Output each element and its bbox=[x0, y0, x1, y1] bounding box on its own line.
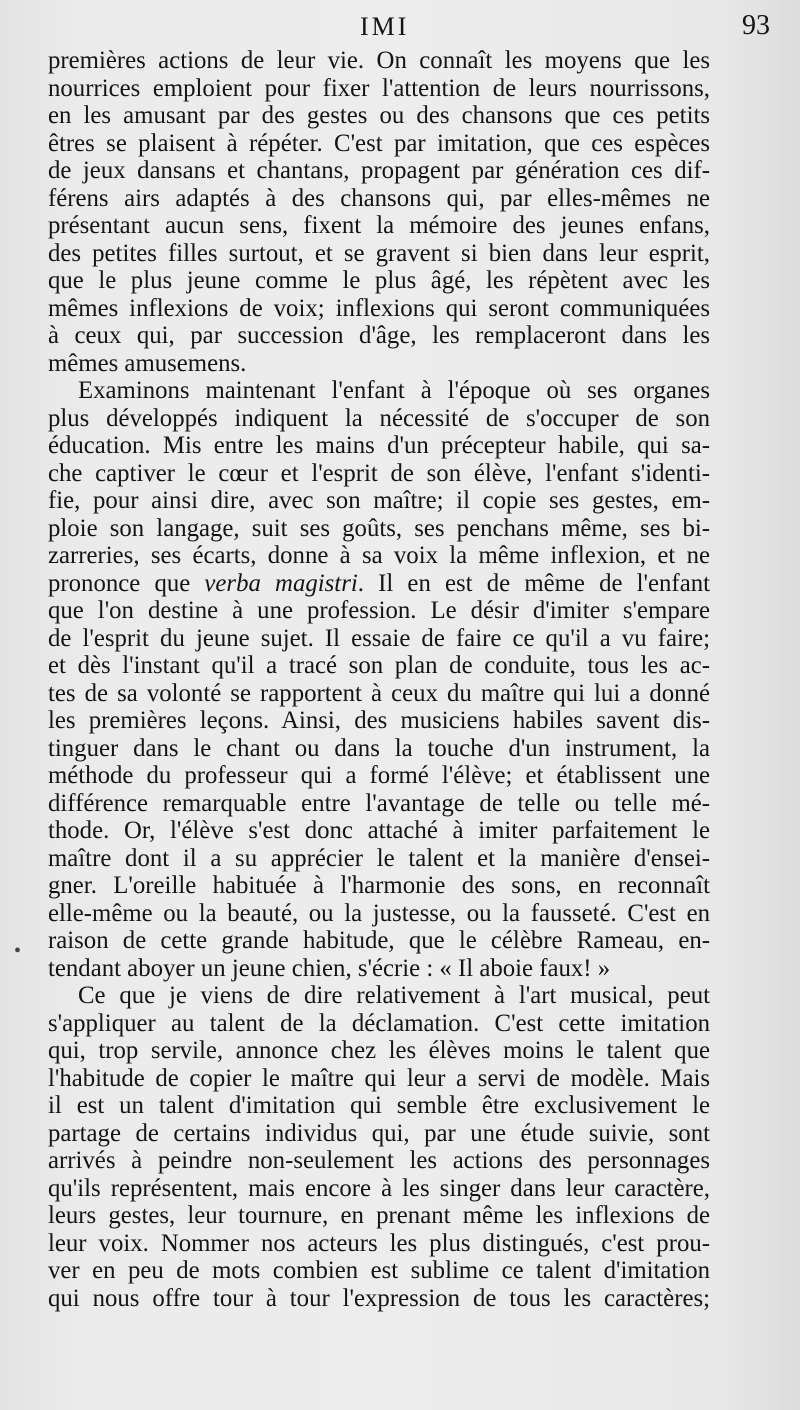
paragraph-2 bbox=[48, 377, 710, 982]
text-line: Ce que je viens de dire relativement à l'art musical, peut bbox=[78, 982, 710, 1009]
page-header bbox=[0, 10, 800, 50]
text-line: raison de cette grande habitude, que le célèbre Rameau, en- bbox=[48, 927, 710, 954]
text-line: leur voix. Nommer nos acteurs les plus distingués, c'est prou- bbox=[48, 1229, 710, 1257]
text-line: nourrices emploient pour fixer l'attention de leurs nourrissons, bbox=[48, 74, 710, 102]
text-line: ploie son langage, suit ses goûts, ses penchans même, ses bi- bbox=[48, 514, 710, 542]
text-line: tes de sa volonté se rapportent à ceux du maître qui lui a donné bbox=[48, 679, 710, 707]
text-line: premières actions de leur vie. On connaît les moyens que les bbox=[48, 47, 710, 74]
text-line: leurs gestes, leur tournure, en prenant même les inflexions de bbox=[48, 1202, 710, 1229]
margin-mark: • bbox=[14, 940, 22, 962]
text-line: de jeux dansans et chantans, propagent par génération ces dif- bbox=[48, 157, 710, 184]
text-line: gner. L'oreille habituée à l'harmonie des sons, en reconnaît bbox=[48, 872, 710, 899]
paragraph-1 bbox=[48, 47, 710, 377]
text-line-with-latin: prononce que verba magistri. Il en est de même de l'enfant bbox=[48, 569, 710, 597]
text-line: qui, trop servile, annonce chez les élèves moins le talent que bbox=[48, 1037, 710, 1064]
text-line: arrivés à peindre non-seulement les actions des personnages bbox=[48, 1147, 710, 1174]
text-line: il est un talent d'imitation qui semble être exclusivement le bbox=[48, 1092, 710, 1119]
text-line: tendant aboyer un jeune chien, s'écrie : « Il aboie faux! » bbox=[48, 954, 611, 982]
text-line: che captiver le cœur et l'esprit de son élève, l'enfant s'identi- bbox=[48, 459, 710, 487]
text-line: à ceux qui, par succession d'âge, les remplaceront dans les bbox=[48, 322, 710, 349]
text-line: elle-même ou la beauté, ou la justesse, ou la fausseté. C'est en bbox=[48, 899, 710, 927]
text-line: thode. Or, l'élève s'est donc attaché à imiter parfaitement le bbox=[48, 817, 710, 844]
text-line: ver en peu de mots combien est sublime ce talent d'imitation bbox=[48, 1257, 710, 1284]
text-line: que l'on destine à une profession. Le désir d'imiter s'empare bbox=[48, 597, 710, 624]
text-line: mêmes inflexions de voix; inflexions qui seront communiquées bbox=[48, 294, 710, 322]
text-line: différence remarquable entre l'avantage de telle ou telle mé- bbox=[48, 789, 710, 817]
text-line: qu'ils représentent, mais encore à les singer dans leur caractère, bbox=[48, 1174, 710, 1202]
text-line: l'habitude de copier le maître qui leur a servi de modèle. Mais bbox=[48, 1064, 710, 1092]
text-line: éducation. Mis entre les mains d'un précepteur habile, qui sa- bbox=[48, 432, 710, 459]
text-line: êtres se plaisent à répéter. C'est par imitation, que ces espèces bbox=[48, 129, 710, 157]
text-line: plus développés indiquent la nécessité de s'occuper de son bbox=[48, 404, 710, 432]
text-line: zarreries, ses écarts, donne à sa voix la même inflexion, et ne bbox=[48, 542, 710, 569]
text-line: s'appliquer au talent de la déclamation. C'est cette imitation bbox=[48, 1009, 710, 1037]
text-line: mêmes amusemens. bbox=[48, 349, 247, 377]
body-text bbox=[48, 47, 710, 1312]
text-line: de l'esprit du jeune sujet. Il essaie de faire ce qu'il a vu faire; bbox=[48, 624, 710, 652]
latin-phrase: verba magistri bbox=[204, 569, 358, 597]
running-head: IMI bbox=[360, 12, 410, 41]
text-line: férens airs adaptés à des chansons qui, par elles-mêmes ne bbox=[48, 184, 710, 212]
text-line: les premières leçons. Ainsi, des musiciens habiles savent dis- bbox=[48, 707, 710, 734]
text-line: présentant aucun sens, fixent la mémoire des jeunes enfans, bbox=[48, 212, 710, 239]
text-line: Examinons maintenant l'enfant à l'époque où ses organes bbox=[78, 377, 710, 404]
text-line: des petites filles surtout, et se gravent si bien dans leur esprit, bbox=[48, 239, 710, 267]
text-line: et dès l'instant qu'il a tracé son plan de conduite, tous les ac- bbox=[48, 652, 710, 679]
text-line: qui nous offre tour à tour l'expression de tous les caractères; bbox=[48, 1284, 710, 1312]
text-line: fie, pour ainsi dire, avec son maître; il copie ses gestes, em- bbox=[48, 487, 710, 514]
text-line: méthode du professeur qui a formé l'élève; et établissent une bbox=[48, 762, 710, 789]
text-line: en les amusant par des gestes ou des chansons que ces petits bbox=[48, 102, 710, 129]
page-number: 93 bbox=[742, 10, 770, 41]
paragraph-3 bbox=[48, 982, 710, 1312]
text-line: partage de certains individus qui, par une étude suivie, sont bbox=[48, 1119, 710, 1147]
text-line: maître dont il a su apprécier le talent et la manière d'ensei- bbox=[48, 844, 710, 872]
text-line: tinguer dans le chant ou dans la touche d'un instrument, la bbox=[48, 734, 710, 762]
text-line: que le plus jeune comme le plus âgé, les répètent avec les bbox=[48, 267, 710, 294]
